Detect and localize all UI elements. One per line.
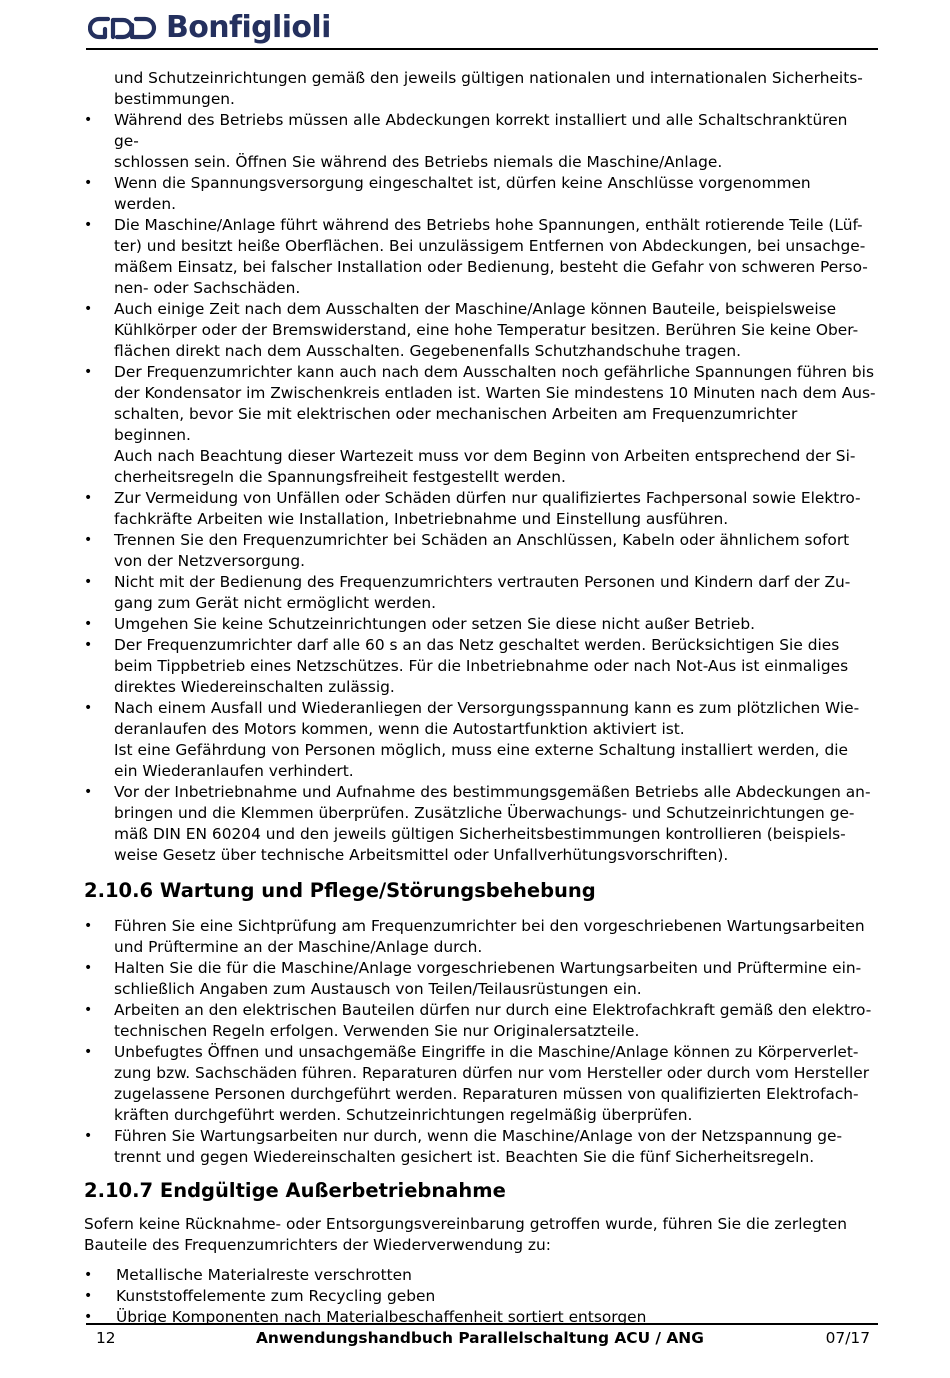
section-heading-decommissioning: 2.10.7 Endgültige Außerbetriebnahme [84,1179,506,1202]
list-item: • Umgehen Sie keine Schutzeinrichtungen oder setzen Sie diese nicht außer Betrieb. [84,614,876,635]
page-number: 12 [96,1329,116,1347]
document-title: Anwendungshandbuch Parallelschaltung ACU / ANG [256,1329,704,1347]
list-item: • Nach einem Ausfall und Wiederanliegen der Versorgungsspannung kann es zum plötzlichen Wie- deranlaufen des Motors kommen, wenn die Autostartfunktion aktiviert ist. Ist eine Gefährdung von Personen möglich, muss eine externe Schaltung installiert werden, die ein Wiederanlaufen verhindert. [84,698,876,782]
list-item: • Die Maschine/Anlage führt während des Betriebs hohe Spannungen, enthält rotierende Teile (Lüf- ter) und besitzt heiße Oberflächen. Bei unzulässigem Entfernen von Abdeckungen, bei unsachge- mäßem Einsatz, bei falscher Installation oder Bedienung, besteht die Gefahr von schweren Perso- nen- oder Sachschäden. [84,215,876,299]
list-item: • Auch einige Zeit nach dem Ausschalten der Maschine/Anlage können Bauteile, beispielsweise Kühlkörper oder der Bremswiderstand, eine hohe Temperatur besitzen. Berühren Sie keine Ober- flächen direkt nach dem Ausschalten. Gegebenenfalls Schutzhandschuhe tragen. [84,299,876,362]
continuation-text: und Schutzeinrichtungen gemäß den jeweils gültigen nationalen und internationalen Sicherheits- bestimmungen. [114,69,863,108]
list-item: • Während des Betriebs müssen alle Abdeckungen korrekt installiert und alle Schaltschranktüren ge- schlossen sein. Öffnen Sie während des Betriebs niemals die Maschine/Anlage. [84,110,876,173]
bonfiglioli-logo-icon [88,12,160,44]
maintenance-list [84,916,876,1168]
brand-logo [88,10,331,46]
list-item: • Übrige Komponenten nach Materialbeschaffenheit sortiert entsorgen [84,1307,876,1328]
section-heading-maintenance: 2.10.6 Wartung und Pflege/Störungsbehebung [84,879,596,902]
disposal-list [84,1265,876,1328]
page-content [84,68,876,1328]
document-date: 07/17 [825,1329,870,1347]
list-item: • Führen Sie eine Sichtprüfung am Frequenzumrichter bei den vorgeschriebenen Wartungsarbeiten und Prüftermine an der Maschine/Anlage durch. [84,916,876,958]
list-item: • Halten Sie die für die Maschine/Anlage vorgeschriebenen Wartungsarbeiten und Prüftermine ein- schließlich Angaben zum Austausch von Teilen/Teilausrüstungen ein. [84,958,876,1000]
decommissioning-intro: Sofern keine Rücknahme- oder Entsorgungsvereinbarung getroffen wurde, führen Sie die zerlegten Bauteile des Frequenzumrichters der Wiederverwendung zu: [84,1215,847,1254]
list-item: • Kunststoffelemente zum Recycling geben [84,1286,876,1307]
list-item: • Der Frequenzumrichter kann auch nach dem Ausschalten noch gefährliche Spannungen führen bis der Kondensator im Zwischenkreis entladen ist. Warten Sie mindestens 10 Minuten nach dem Aus- schalten, bevor Sie mit elektrischen oder mechanischen Arbeiten am Frequenzumrichter beginnen. Auch nach Beachtung dieser Wartezeit muss vor dem Beginn von Arbeiten entsprechend der Si- cherheitsregeln die Spannungsfreiheit festgestellt werden. [84,362,876,488]
list-item: • Arbeiten an den elektrischen Bauteilen dürfen nur durch eine Elektrofachkraft gemäß den elektro- technischen Regeln erfolgen. Verwenden Sie nur Originalersatzteile. [84,1000,876,1042]
safety-list [84,110,876,866]
list-item: • Der Frequenzumrichter darf alle 60 s an das Netz geschaltet werden. Berücksichtigen Sie dies beim Tippbetrieb eines Netzschützes. Für die Inbetriebnahme oder nach Not-Aus ist einmaliges direktes Wiedereinschalten zulässig. [84,635,876,698]
list-item: • Nicht mit der Bedienung des Frequenzumrichters vertrauten Personen und Kindern darf der Zu- gang zum Gerät nicht ermöglicht werden. [84,572,876,614]
list-item: • Unbefugtes Öffnen und unsachgemäße Eingriffe in die Maschine/Anlage können zu Körperverlet- zung bzw. Sachschäden führen. Reparaturen dürfen nur vom Hersteller oder durch vom Hersteller zugelassene Personen durchgeführt werden. Reparaturen müssen von qualifizierten Elektrofach- kräften durchgeführt werden. Schutzeinrichtungen regelmäßig überprüfen. [84,1042,876,1126]
list-item: • Trennen Sie den Frequenzumrichter bei Schäden an Anschlüssen, Kabeln oder ähnlichem sofort von der Netzversorgung. [84,530,876,572]
list-item: • Vor der Inbetriebnahme und Aufnahme des bestimmungsgemäßen Betriebs alle Abdeckungen an- bringen und die Klemmen überprüfen. Zusätzliche Überwachungs- und Schutzeinrichtungen ge- mäß DIN EN 60204 und den jeweils gültigen Sicherheitsbestimmungen kontrollieren (beispiels- weise Gesetz über technische Arbeitsmittel oder Unfallverhütungsvorschriften). [84,782,876,866]
list-item: • Führen Sie Wartungsarbeiten nur durch, wenn die Maschine/Anlage von der Netzspannung ge- trennt und gegen Wiedereinschalten gesichert ist. Beachten Sie die fünf Sicherheitsregeln. [84,1126,876,1168]
page-footer [86,1323,878,1355]
list-item: • Wenn die Spannungsversorgung eingeschaltet ist, dürfen keine Anschlüsse vorgenommen werden. [84,173,876,215]
list-item: • Metallische Materialreste verschrotten [84,1265,876,1286]
header-rule [86,48,878,50]
list-item: • Zur Vermeidung von Unfällen oder Schäden dürfen nur qualifiziertes Fachpersonal sowie Elektro- fachkräfte Arbeiten wie Installation, Inbetriebnahme und Einstellung ausführen. [84,488,876,530]
brand-name: Bonfiglioli [166,10,331,45]
page-header [86,4,878,50]
